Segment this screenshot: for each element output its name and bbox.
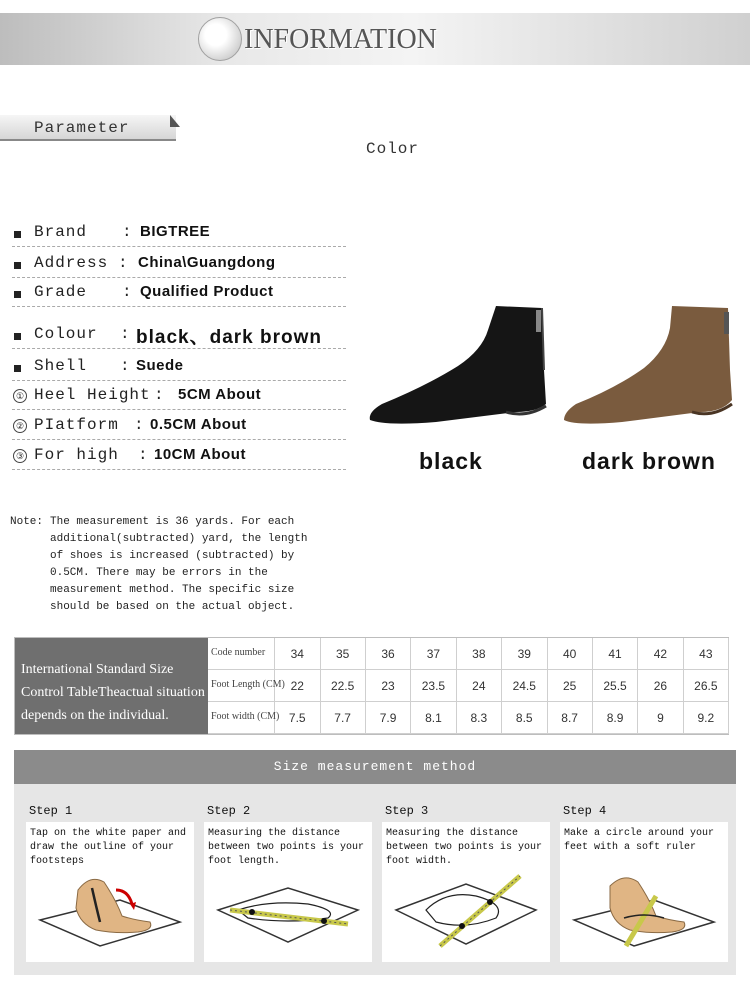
size-cell: 8.7 [547, 702, 593, 734]
step-name: Step 1 [29, 804, 73, 818]
note-label: Note: [10, 516, 44, 528]
spec-row [12, 442, 346, 470]
size-table-caption-cell [15, 638, 208, 734]
spec-row [12, 279, 346, 307]
size-cell: 42 [638, 638, 684, 670]
circled-number-icon: ① [13, 389, 27, 403]
spec-key: Shell [34, 357, 88, 375]
step-card [204, 822, 372, 962]
size-cell: 7.7 [320, 702, 366, 734]
tab-corner-icon [170, 115, 180, 127]
color-label-black: black [419, 448, 483, 474]
size-cell: 8.1 [411, 702, 457, 734]
circled-number-icon: ② [13, 419, 27, 433]
foot-outline-icon [30, 860, 190, 955]
size-cell: 37 [411, 638, 457, 670]
size-cell: 7.5 [275, 702, 321, 734]
bullet-icon [14, 333, 21, 340]
step-card [26, 822, 194, 962]
dark-brown-boot-image [562, 300, 748, 430]
size-cell: 9 [638, 702, 684, 734]
banner-circle-icon [198, 17, 242, 61]
size-cell: 8.5 [502, 702, 548, 734]
step-description: Measuring the distance between two points is your foot length. [208, 828, 365, 867]
spec-row [12, 382, 346, 410]
method-step [196, 796, 368, 964]
step-description: Tap on the white paper and draw the outline of your footsteps [30, 828, 187, 867]
color-heading: Color [366, 140, 420, 158]
spec-row [12, 321, 346, 349]
spec-colon: : [122, 223, 132, 241]
note-text: The measurement is 36 yards. For each additional(subtracted) yard, the length of shoes is increased (subtracted) by 0.5CM. There may be errors in the measurement method. The specific size should be based on the actual object. [50, 516, 308, 613]
size-row-label: Code number [208, 638, 275, 670]
parameter-tab [0, 115, 176, 141]
foot-width-ruler-icon [386, 860, 546, 955]
color-label-dark-brown: dark brown [582, 448, 716, 474]
method-title: Size measurement method [273, 759, 477, 774]
size-cell: 36 [366, 638, 412, 670]
size-cell: 25.5 [593, 670, 639, 702]
bullet-icon [14, 262, 21, 269]
size-cell: 8.3 [457, 702, 503, 734]
spec-value: BIGTREE [140, 223, 211, 240]
size-cell: 40 [547, 638, 593, 670]
spec-value: Qualified Product [140, 283, 274, 300]
spec-key: Grade [34, 283, 88, 301]
method-step [374, 796, 546, 964]
spec-key: For high [34, 446, 119, 464]
spec-value: 5CM About [178, 386, 262, 403]
step-name: Step 3 [385, 804, 429, 818]
spec-row [12, 353, 346, 381]
step-card [382, 822, 550, 962]
spec-colon: : [154, 386, 164, 404]
size-row-label: Foot Length (CM) [208, 670, 275, 702]
step-name: Step 2 [207, 804, 251, 818]
size-cell: 7.9 [366, 702, 412, 734]
spec-row [12, 219, 346, 247]
information-banner [0, 13, 750, 65]
black-boot-image [366, 300, 552, 430]
method-step [552, 796, 724, 964]
circled-number-icon: ③ [13, 449, 27, 463]
step-name: Step 4 [563, 804, 607, 818]
spec-key: Brand [34, 223, 88, 241]
size-cell: 25 [547, 670, 593, 702]
spec-colon: : [120, 325, 130, 343]
size-cell: 9.2 [684, 702, 730, 734]
spec-value: 0.5CM About [150, 416, 247, 433]
foot-length-ruler-icon [208, 860, 368, 955]
spec-value: black、dark brown [136, 327, 322, 348]
size-cell: 24.5 [502, 670, 548, 702]
spec-value: China\Guangdong [138, 254, 276, 271]
size-cell: 24 [457, 670, 503, 702]
spec-value: Suede [136, 357, 184, 374]
step-description: Make a circle around your feet with a soft ruler [564, 828, 715, 853]
spec-key: PIatform [34, 416, 119, 434]
size-cell: 8.9 [593, 702, 639, 734]
spec-key: Heel Height [34, 386, 151, 404]
spec-row [12, 412, 346, 440]
method-step [18, 796, 190, 964]
size-cell: 41 [593, 638, 639, 670]
size-cell: 26.5 [684, 670, 730, 702]
spec-value: 10CM About [154, 446, 246, 463]
spec-key: Colour [34, 325, 98, 343]
size-cell: 43 [684, 638, 730, 670]
size-table-caption: International Standard Size Control TableTheactual situation depends on the individual. [21, 662, 205, 723]
soft-ruler-foot-icon [564, 860, 724, 955]
spec-colon: : [138, 446, 148, 464]
parameter-tab-label: Parameter [34, 119, 130, 137]
size-measurement-method [14, 750, 736, 975]
size-cell: 39 [502, 638, 548, 670]
spec-colon: : [120, 357, 130, 375]
size-cell: 23 [366, 670, 412, 702]
bullet-icon [14, 291, 21, 298]
spec-key: Address [34, 254, 109, 272]
size-cell: 23.5 [411, 670, 457, 702]
size-row-label: Foot width (CM) [208, 702, 275, 734]
spec-colon: : [122, 283, 132, 301]
spec-row [12, 250, 346, 278]
spec-colon: : [118, 254, 128, 272]
step-description: Measuring the distance between two points is your foot width. [386, 828, 543, 867]
size-cell: 35 [320, 638, 366, 670]
bullet-icon [14, 231, 21, 238]
size-cell: 22.5 [320, 670, 366, 702]
size-cell: 34 [275, 638, 321, 670]
spec-colon: : [134, 416, 144, 434]
size-cell: 22 [275, 670, 321, 702]
method-title-bar [14, 750, 736, 784]
size-cell: 38 [457, 638, 503, 670]
bullet-icon [14, 365, 21, 372]
size-cell: 26 [638, 670, 684, 702]
size-table [14, 637, 729, 735]
page-title: INFORMATION [244, 24, 437, 55]
step-card [560, 822, 728, 962]
